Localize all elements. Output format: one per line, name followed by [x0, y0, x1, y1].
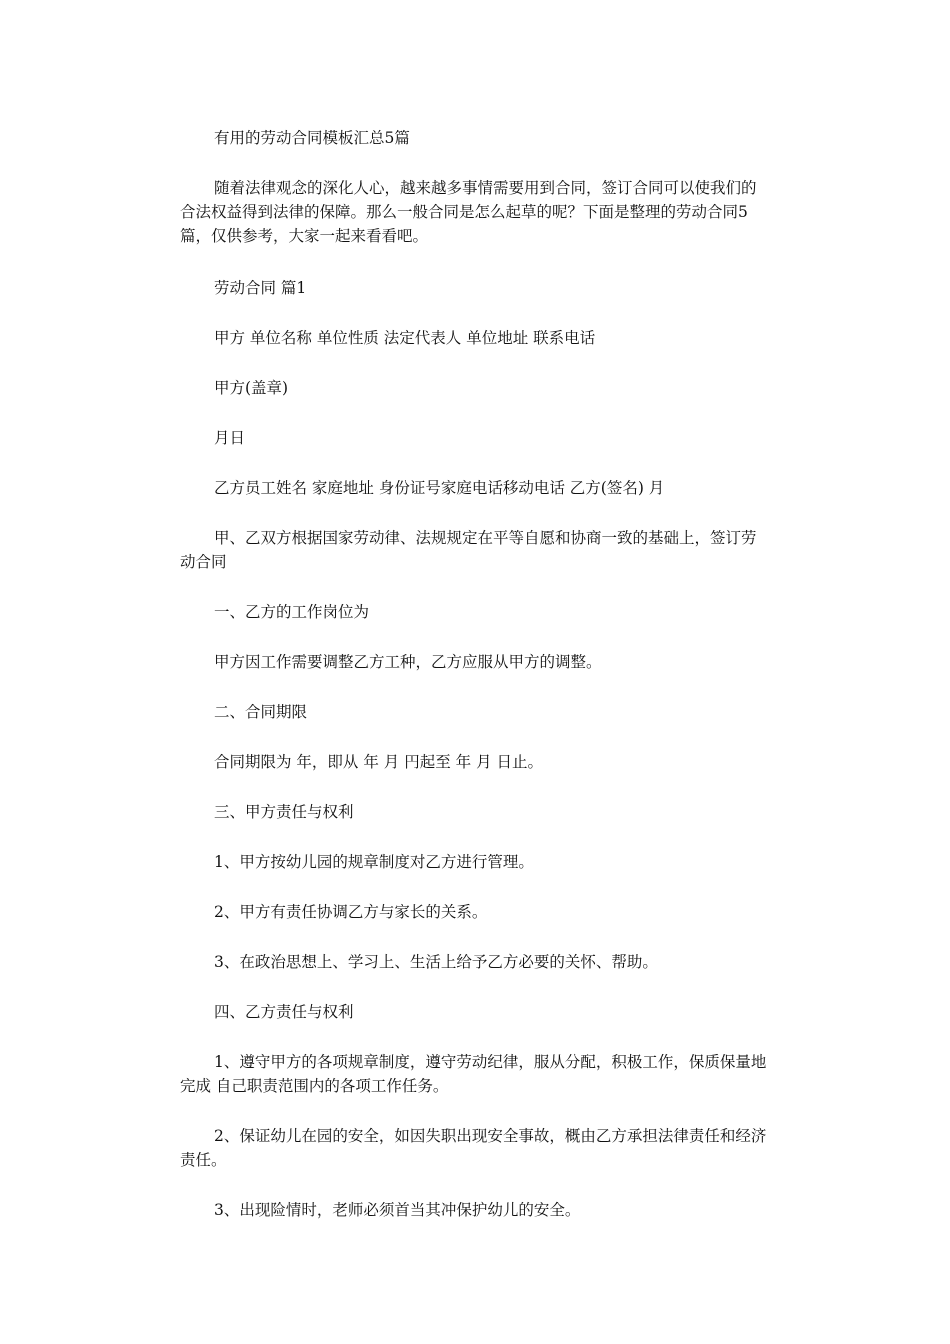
document-title: 有用的劳动合同模板汇总5篇	[214, 129, 410, 147]
clause-heading: 一、乙方的工作岗位为	[214, 603, 370, 621]
clause-heading: 三、甲方责任与权利	[214, 803, 354, 821]
party-b-fields: 乙方员工姓名 家庭地址 身份证号家庭电话移动电话 乙方(签名) 月	[214, 479, 665, 497]
party-a-seal: 甲方(盖章)	[214, 379, 289, 397]
clause-item: 3、出现险情时，老师必须首当其冲保护幼儿的安全。	[214, 1201, 581, 1219]
party-a-fields: 甲方 单位名称 单位性质 法定代表人 单位地址 联系电话	[214, 329, 596, 347]
clause-heading: 四、乙方责任与权利	[214, 1003, 354, 1021]
contract-preamble: 甲、乙双方根据国家劳动律、法规规定在平等自愿和协商一致的基础上，签订劳动合同	[180, 529, 757, 571]
clause-item: 1、遵守甲方的各项规章制度，遵守劳动纪律，服从分配，积极工作，保质保量地完成 自己职责范围内的各项工作任务。	[180, 1053, 767, 1095]
clause-heading: 二、合同期限	[214, 703, 308, 721]
date-line: 月日	[214, 429, 246, 447]
clause-text: 甲方因工作需要调整乙方工种，乙方应服从甲方的调整。	[214, 653, 602, 671]
clause-item: 2、甲方有责任协调乙方与家长的关系。	[214, 903, 488, 921]
clause-item: 1、甲方按幼儿园的规章制度对乙方进行管理。	[214, 853, 534, 871]
clause-text: 合同期限为 年，即从 年 月 円起至 年 月 日止。	[214, 753, 543, 771]
section-heading: 劳动合同 篇1	[214, 279, 307, 297]
clause-item: 2、保证幼儿在园的安全，如因失职出现安全事故，概由乙方承担法律责任和经济责任。	[180, 1127, 767, 1169]
intro-paragraph: 随着法律观念的深化人心，越来越多事情需要用到合同，签订合同可以使我们的合法权益得到法律的保障。那么一般合同是怎么起草的呢？下面是整理的劳动合同5篇，仅供参考，大家一起来看看吧。	[180, 179, 757, 245]
clause-item: 3、在政治思想上、学习上、生活上给予乙方必要的关怀、帮助。	[214, 953, 658, 971]
